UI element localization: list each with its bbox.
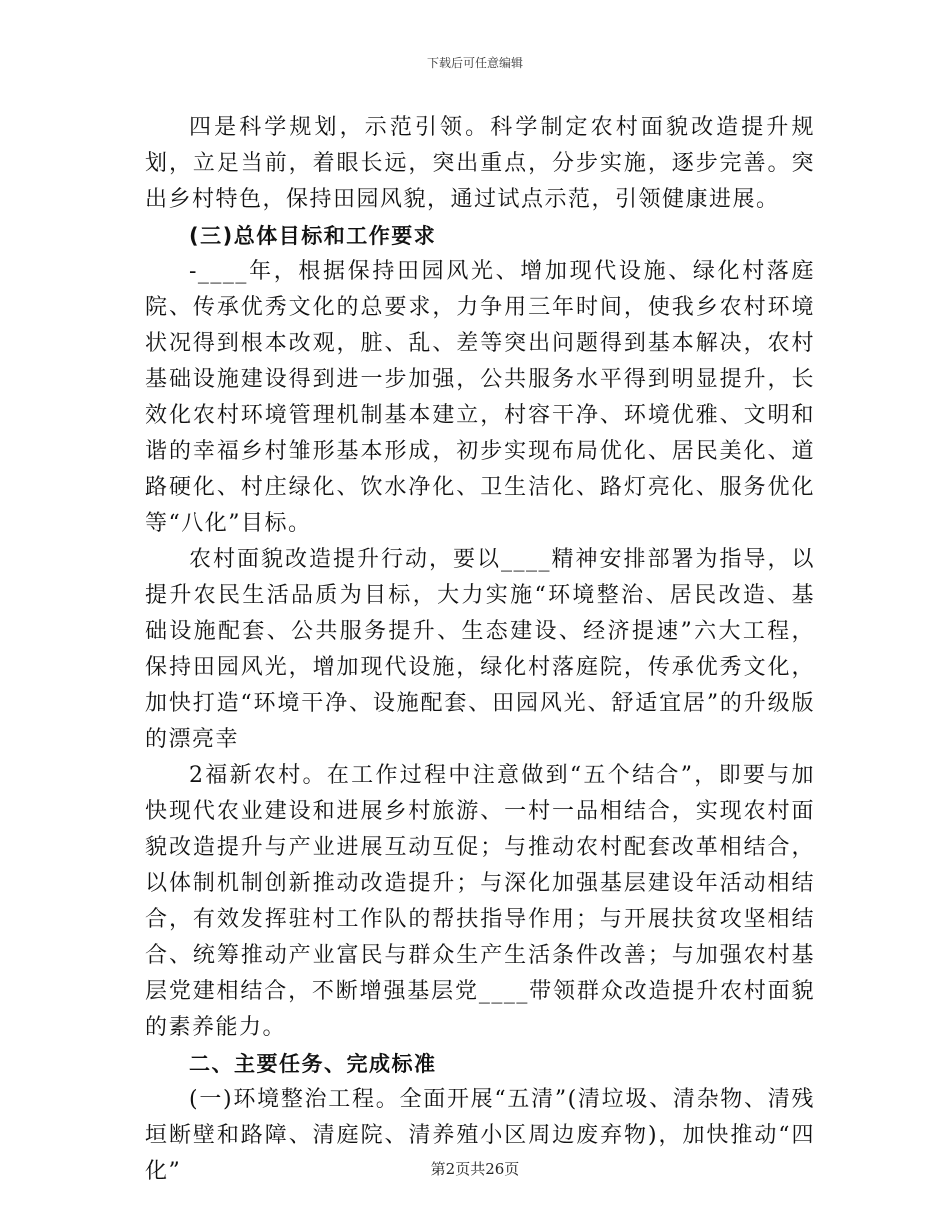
page-header: 下载后可任意编辑 (426, 56, 523, 70)
paragraph-environment: (一)环境整治工程。全面开展“五清”(清垃圾、清杂物、清残垣断壁和路障、清庭院、清养殖小区周边废弃物)，加快推动“四化” (145, 1087, 815, 1184)
paragraph-five-combinations: 2福新农村。在工作过程中注意做到“五个结合”，即要与加快现代农业建设和进展乡村旅游、一村一品相结合，实现农村面貌改造提升与产业进展互动互促；与推动农村配套改革相结合，以体制机制创新推动改造提升；与深化加强基层建设年活动相结合，有效发挥驻村工作队的帮扶指导作用；与开展扶贫攻坚相结合、统筹推动产业富民与群众生产生活条件改善；与加强农村基层党建相结合，不断增强基层党____带领群众改造提升农村面貌的素养能力。 (145, 763, 815, 1040)
paragraph-planning: 四是科学规划，示范引领。科学制定农村面貌改造提升规划，立足当前，着眼长远，突出重点，分步实施，逐步完善。突出乡村特色，保持田园风貌，通过试点示范，引领健康进展。 (145, 115, 815, 212)
page-footer: 第2页共26页 (430, 1160, 520, 1178)
paragraph-action: 农村面貌改造提升行动，要以____精神安排部署为指导，以提升农民生活品质为目标，大力实施“环境整治、居民改造、基础设施配套、公共服务提升、生态建设、经济提速”六大工程，保持田园风光，增加现代设施，绿化村落庭院，传承优秀文化，加快打造“环境干净、设施配套、田园风光、舒适宜居”的升级版的漂亮幸 (145, 547, 815, 752)
document-body (145, 110, 815, 1190)
section-heading-goals: (三)总体目标和工作要求 (189, 224, 437, 248)
section-heading-tasks: 二、主要任务、完成标准 (189, 1052, 437, 1076)
paragraph-goals: -____年，根据保持田园风光、增加现代设施、绿化村落庭院、传承优秀文化的总要求，力争用三年时间，使我乡农村环境状况得到根本改观，脏、乱、差等突出问题得到基本解决，农村基础设施建设得到进一步加强，公共服务水平得到明显提升，长效化农村环境管理机制基本建立，村容干净、环境优雅、文明和谐的幸福乡村雏形基本形成，初步实现布局优化、居民美化、道路硬化、村庄绿化、饮水净化、卫生洁化、路灯亮化、服务优化等“八化”目标。 (145, 259, 815, 536)
